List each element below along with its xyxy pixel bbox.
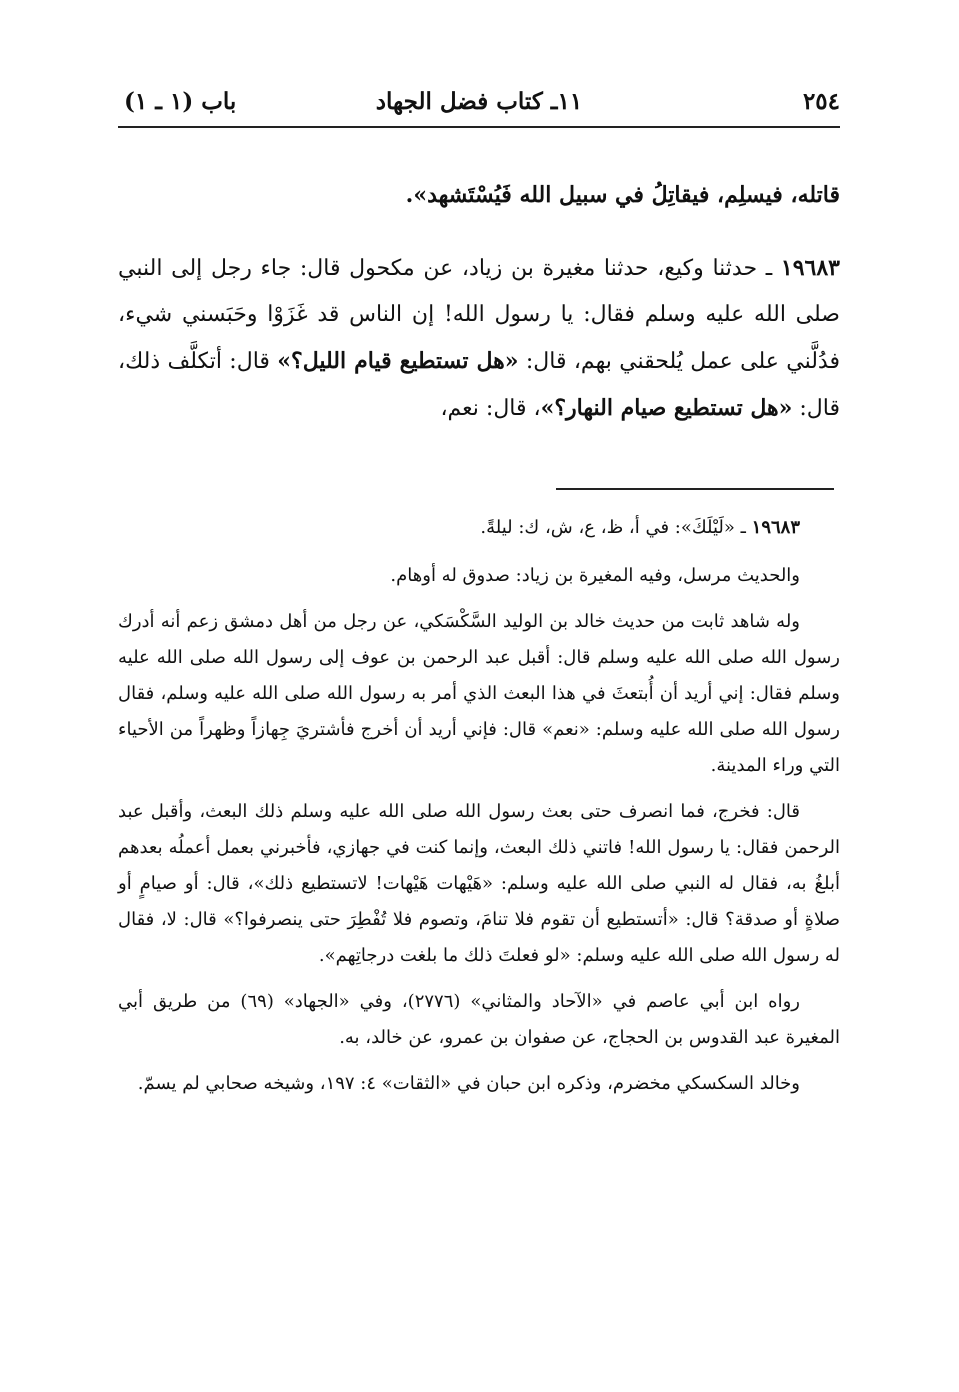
hadith-quote-night: «هل تستطيع قيام الليل؟» xyxy=(277,348,519,374)
hadith-paragraph xyxy=(118,245,840,432)
hadith-intro: ـ حدثنا وكيع، حدثنا مغيرة بن زياد، عن مكحول قال: جاء رجل إلى النبي صلى الله عليه وسلم فقال: يا رسول الله! إن الناس قد غَزَوْا وحَبَسني شيء، فدُلَّني على عمل يُلحقني بهم، قال: xyxy=(118,256,840,374)
page-number: ٢٥٤ xyxy=(802,88,840,115)
hadith-quote-day: «هل تستطيع صيام النهار؟» xyxy=(540,395,793,421)
footnote-variant-text: ـ «لَيْلَكَ»: في أ، ظ، ع، ش، ك: ليلةً. xyxy=(480,517,752,538)
chapter-title: ١١ـ كتاب فضل الجهاد xyxy=(375,88,583,115)
footnote-number: ١٩٦٨٣ xyxy=(751,517,800,538)
footnote-paragraph-1: والحديث مرسل، وفيه المغيرة بن زياد: صدوق له أوهام. xyxy=(390,565,800,586)
opening-line xyxy=(118,172,840,219)
footnote-divider xyxy=(556,488,834,490)
footnotes xyxy=(118,510,840,1112)
page-header xyxy=(118,86,840,128)
section-label: باب (١ ـ ١) xyxy=(124,88,237,115)
hadith-middle: قال: أتكلَّف ذلك، قال: xyxy=(118,349,840,421)
footnote-paragraph-4: رواه ابن أبي عاصم في «الآحاد والمثاني» (٢٧٧٦)، وفي «الجهاد» (٦٩) من طريق أبي المغيرة عبد القدوس بن الحجاج، عن صفوان بن عمرو، عن خالد، به. xyxy=(118,991,840,1048)
opening-line-text: قاتله، فيسلِم، فيقاتِلُ في سبيل الله فَيُسْتَشهد». xyxy=(405,182,840,208)
footnote-variant xyxy=(118,510,840,546)
hadith-end: ، قال: نعم، xyxy=(440,396,541,421)
hadith-number: ١٩٦٨٣ xyxy=(780,255,840,281)
main-text xyxy=(118,172,840,432)
footnote-paragraph-2: وله شاهد ثابت من حديث خالد بن الوليد السَّكْسَكي، عن رجل من أهل دمشق زعم أنه أدرك رسول الله صلى الله عليه وسلم قال: أقبل عبد الرحمن بن عوف إلى رسول الله صلى الله عليه وسلم فقال: إني أريد أن أُبتعثَ في هذا البعث الذي أمر به رسول الله صلى الله عليه وسلم، فقال رسول الله صلى الله عليه وسلم: «نعم» قال: فإني أريد أن أخرج فأشتريَ جِهازاً وظهراً من الأحياء التي وراء المدينة. xyxy=(118,611,840,776)
footnote-paragraph-5: وخالد السكسكي مخضرم، وذكره ابن حبان في «الثقات» ٤: ١٩٧، وشيخه صحابي لم يسمّ. xyxy=(137,1073,800,1094)
footnote-paragraph-3: قال: فخرج، فما انصرف حتى بعث رسول الله صلى الله عليه وسلم ذلك البعث، وأقبل عبد الرحمن فقال: يا رسول الله! فاتني ذلك البعث، وإنما كنت في جهازي، فأخبرني بعمل أعملُه بعدهم أبلغُ به، فقال له النبي صلى الله عليه وسلم: «هَيْهات هَيْهات! لاتستطيع ذلك»، قال: أو صيامٍ أو صلاةٍ أو صدقة؟ قال: «أتستطيع أن تقوم فلا تنامَ، وتصوم فلا تُفْطِرَ حتى ينصرفوا؟» قال: لا، فقال له رسول الله صلى الله عليه وسلم: «لو فعلتَ ذلك ما بلغت درجاتِهم». xyxy=(118,801,840,966)
